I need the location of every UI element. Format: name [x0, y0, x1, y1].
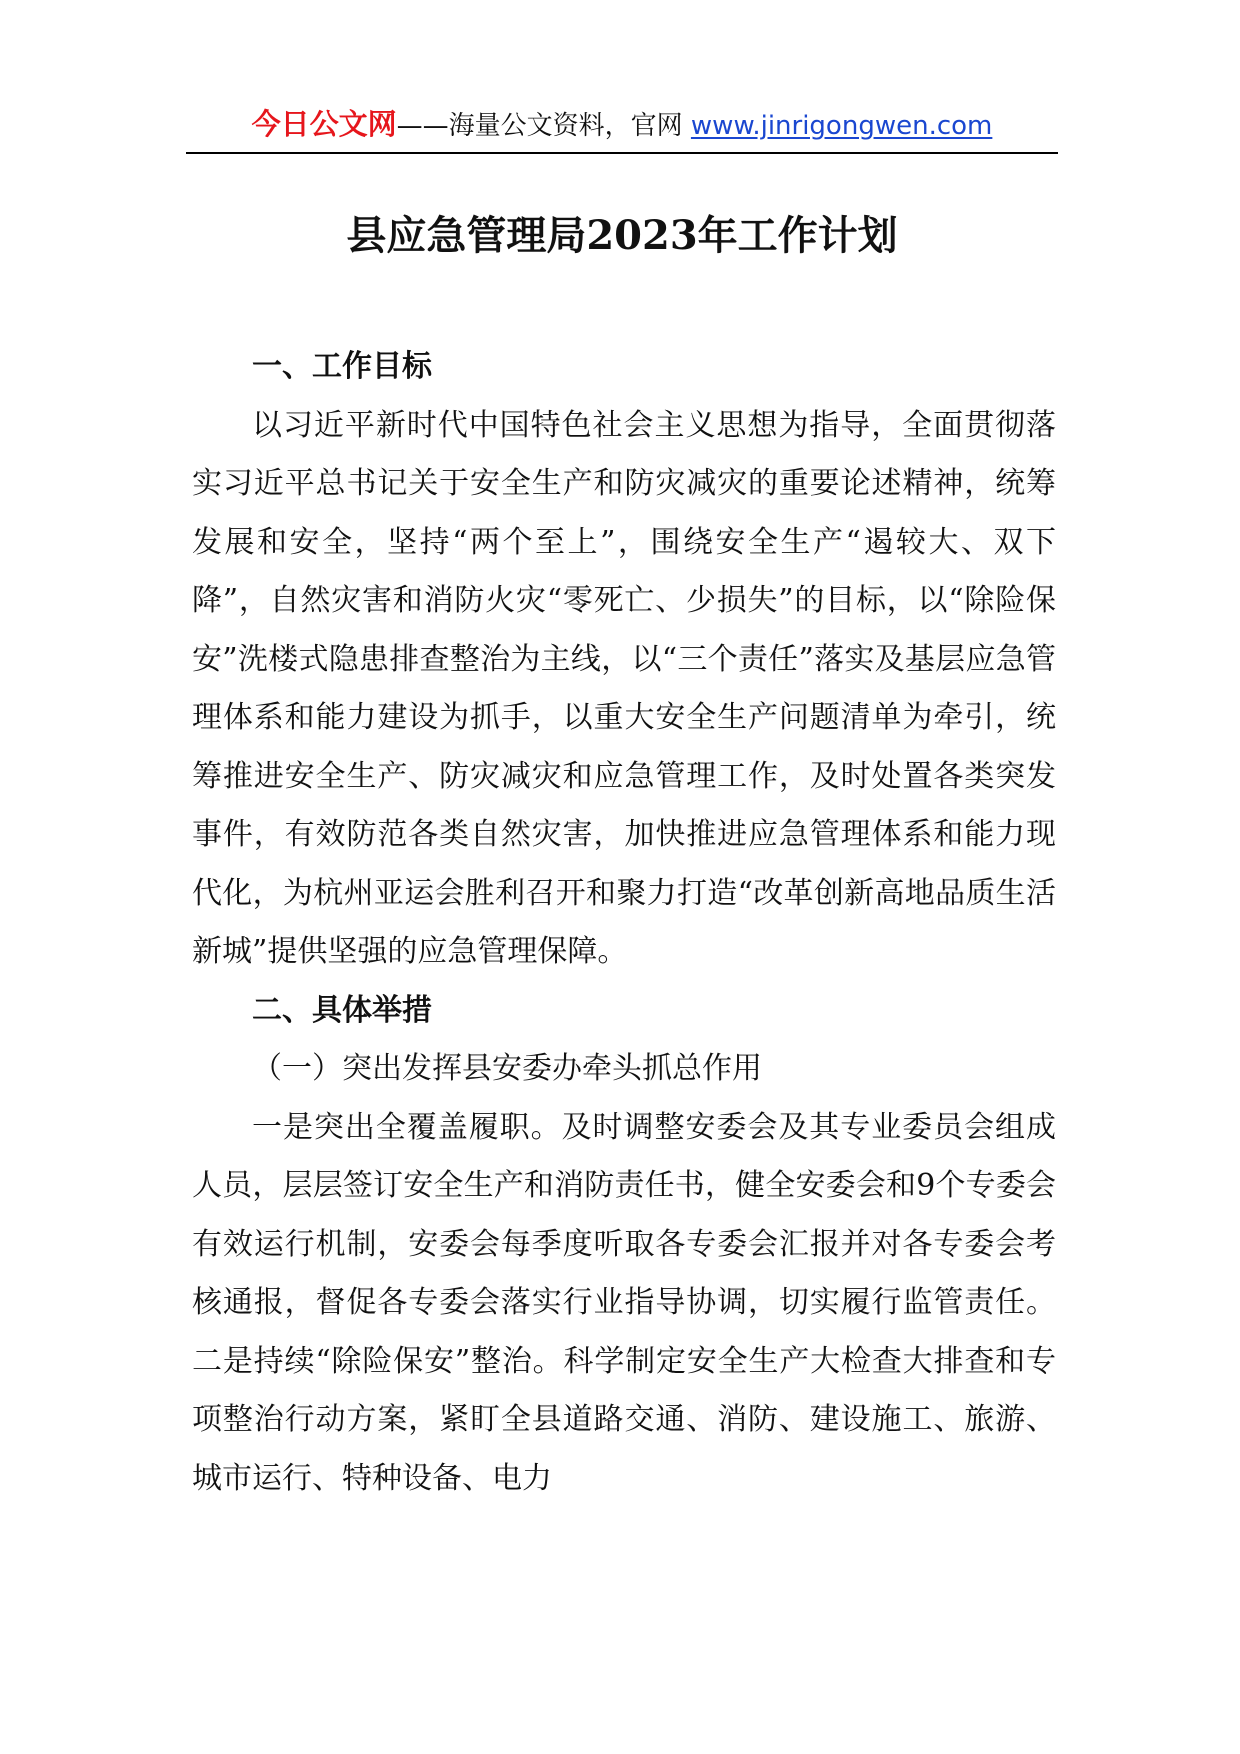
section-heading-goals: 一、工作目标	[252, 349, 432, 384]
document-title: 县应急管理局2023年工作计划	[346, 212, 898, 259]
site-brand: 今日公文网	[251, 107, 397, 141]
site-url-link[interactable]: www.jinrigongwen.com	[690, 111, 993, 141]
section-heading-measures: 二、具体举措	[252, 992, 432, 1028]
site-header	[186, 108, 1058, 154]
site-tagline: ——海量公文资料，官网	[396, 111, 691, 141]
paragraph-goals: 以习近平新时代中国特色社会主义思想为指导，全面贯彻落实习近平总书记关于安全生产和防灾减灾的重要论述精神，统筹发展和安全，坚持“两个至上”，围绕安全生产“遏较大、双下降”，自然灾害和消防火灾“零死亡、少损失”的目标，以“除险保安”洗楼式隐患排查整治为主线，以“三个责任”落实及基层应急管理体系和能力建设为抓手，以重大安全生产问题清单为牵引，统筹推进安全生产、防灾减灾和应急管理工作，及时处置各类突发事件，有效防范各类自然灾害，加快推进应急管理体系和能力现代化，为杭州亚运会胜利召开和聚力打造“改革创新高地品质生活新城”提供坚强的应急管理保障。	[192, 407, 1056, 969]
paragraph-measures-1: 一是突出全覆盖履职。及时调整安委会及其专业委员会组成人员，层层签订安全生产和消防责任书，健全安委会和9个专委会有效运行机制，安委会每季度听取各专委会汇报并对各专委会考核通报，督促各专委会落实行业指导协调，切实履行监管责任。二是持续“除险保安”整治。科学制定安全生产大检查大排查和专项整治行动方案，紧盯全县道路交通、消防、建设施工、旅游、城市运行、特种设备、电力	[192, 1109, 1056, 1496]
document-body	[192, 338, 1056, 1508]
subsection-heading-1: （一）突出发挥县安委办牵头抓总作用	[252, 1051, 762, 1086]
